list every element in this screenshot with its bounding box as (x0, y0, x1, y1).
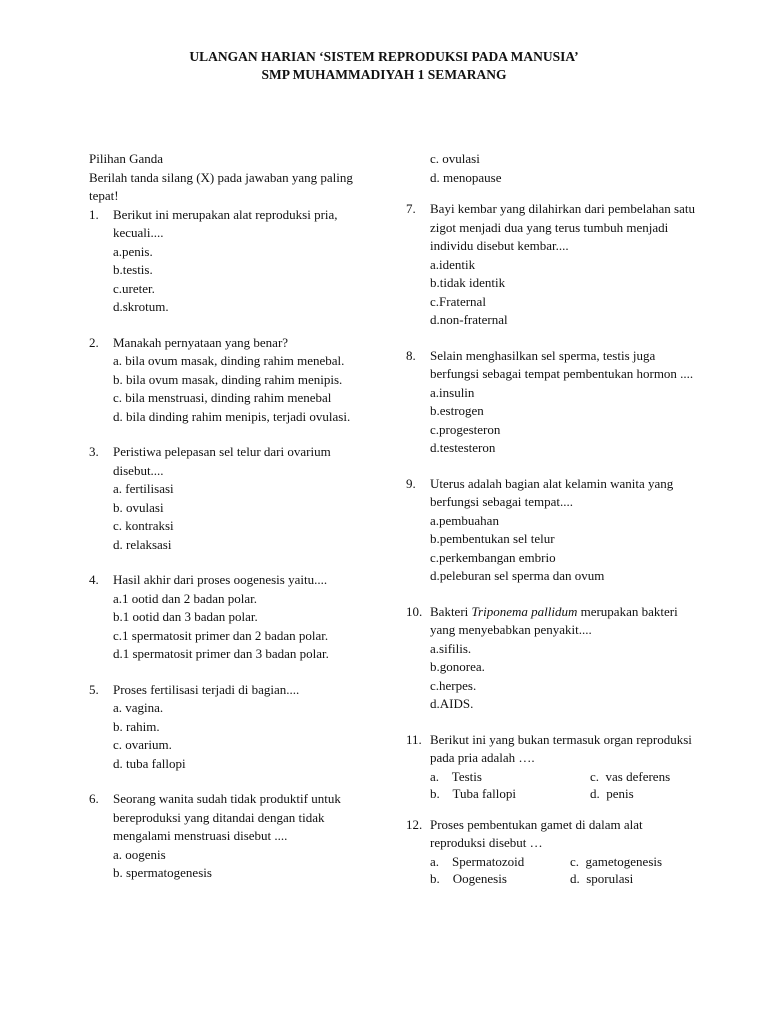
option-c[interactable]: c. kontraksi (113, 518, 174, 533)
option-a[interactable]: a. oogenis (113, 846, 166, 862)
option-d[interactable]: d.AIDS. (430, 696, 474, 711)
option-c[interactable]: c.1 spermatosit primer dan 2 badan polar. (113, 627, 329, 643)
question-options (430, 640, 696, 714)
question-text: Selain menghasilkan sel sperma, testis juga berfungsi sebagai tempat pembentukan hormon .... (430, 347, 694, 381)
option-d[interactable]: d. relaksasi (113, 536, 172, 552)
option-b[interactable]: b.pembentukan sel telur (430, 531, 555, 546)
option-d[interactable]: d.testesteron (430, 440, 496, 455)
question-3 (89, 443, 369, 554)
question-1 (89, 206, 369, 317)
question-2 (89, 334, 369, 427)
question-9 (406, 475, 696, 586)
option-a[interactable]: a.penis. (113, 243, 153, 259)
question-4 (89, 571, 369, 664)
question-number: 6. (89, 791, 99, 806)
question-options (430, 768, 696, 802)
question-number: 12. (406, 816, 423, 832)
option-a[interactable]: a. vagina. (113, 700, 164, 715)
option-b[interactable]: b. Tuba fallopi (430, 785, 516, 801)
option-a[interactable]: a. fertilisasi (113, 481, 174, 496)
question-options (430, 256, 696, 330)
option-c[interactable]: c. ovarium. (113, 737, 172, 752)
option-d[interactable]: d.1 spermatosit primer dan 3 badan polar. (113, 646, 329, 661)
question-number: 2. (89, 334, 99, 350)
section-intro (89, 150, 369, 206)
option-c[interactable]: c. ovulasi (430, 151, 480, 166)
section-instruction: Berilah tanda silang (X) pada jawaban yang paling tepat! (89, 169, 353, 203)
question-options (113, 352, 369, 426)
question-10 (406, 603, 696, 714)
option-b[interactable]: b.gonorea. (430, 659, 485, 674)
option-d[interactable]: d.non-fraternal (430, 312, 508, 327)
option-a[interactable]: a.sifilis. (430, 640, 472, 656)
question-text: Manakah pernyataan yang benar? (113, 334, 289, 350)
option-b[interactable]: b. rahim. (113, 718, 160, 734)
question-text (430, 603, 696, 640)
question-12 (406, 816, 696, 887)
question-text: Proses pembentukan gamet di dalam alat reproduksi disebut … (430, 816, 643, 850)
question-options (113, 699, 369, 773)
option-c[interactable]: c.progesteron (430, 421, 501, 437)
question-options (430, 853, 696, 887)
question-number: 4. (89, 572, 99, 587)
question-8 (406, 347, 696, 458)
question-options (113, 243, 369, 317)
question-11 (406, 731, 696, 802)
option-c[interactable]: c. vas deferens (590, 768, 671, 784)
question-options (113, 590, 369, 664)
question-5 (89, 681, 369, 774)
option-c[interactable]: c.herpes. (430, 677, 477, 693)
option-c[interactable]: c.Fraternal (430, 293, 486, 309)
question-text: Bayi kembar yang dilahirkan dari pembelahan satu zigot menjadi dua yang terus tumbuh menjadi individu disebut kembar.... (430, 201, 695, 253)
option-a[interactable]: a. bila ovum masak, dinding rahim menebal. (113, 353, 345, 368)
option-b[interactable]: b.tidak identik (430, 275, 506, 290)
question-text: Proses fertilisasi terjadi di bagian.... (113, 681, 300, 697)
left-column (89, 150, 369, 900)
option-d[interactable]: d. menopause (430, 169, 502, 185)
question-options (430, 512, 696, 586)
title-line-2: SMP MUHAMMADIYAH 1 SEMARANG (261, 67, 507, 82)
option-b[interactable]: b. Oogenesis (430, 870, 507, 886)
question-text-end: merupakan bakteri yang menyebabkan penyakit.... (430, 603, 678, 637)
section-label: Pilihan Ganda (89, 151, 164, 166)
option-b[interactable]: b. spermatogenesis (113, 865, 212, 880)
question-number: 9. (406, 475, 416, 491)
question-number: 11. (406, 731, 422, 747)
option-c[interactable]: c. gametogenesis (570, 853, 663, 869)
bacteria-name: Triponema pallidum (471, 603, 578, 619)
question-number: 3. (89, 444, 99, 459)
question-text-start: Bakteri (430, 603, 472, 619)
question-number: 7. (406, 201, 416, 216)
option-c[interactable]: c.perkembangan embrio (430, 549, 556, 565)
question-number: 1. (89, 206, 99, 222)
right-column (406, 150, 696, 901)
option-a[interactable]: a.pembuahan (430, 512, 499, 528)
question-text: Uterus adalah bagian alat kelamin wanita yang berfungsi sebagai tempat.... (430, 475, 674, 509)
question-number: 8. (406, 347, 416, 363)
question-options (113, 480, 369, 554)
option-b[interactable]: b. ovulasi (113, 499, 164, 515)
option-c[interactable]: c.ureter. (113, 280, 155, 296)
question-7 (406, 200, 696, 330)
option-a[interactable]: a.1 ootid dan 2 badan polar. (113, 590, 258, 606)
question-text: Hasil akhir dari proses oogenesis yaitu.... (113, 572, 328, 587)
question-text: Berikut ini merupakan alat reproduksi pria, kecuali.... (113, 206, 338, 240)
question-text: Seorang wanita sudah tidak produktif untuk bereproduksi yang ditandai dengan tidak mengalami menstruasi disebut .... (113, 791, 341, 843)
option-a[interactable]: a. Spermatozoid (430, 853, 525, 869)
option-b[interactable]: b. bila ovum masak, dinding rahim menipis. (113, 371, 343, 387)
question-text: Peristiwa pelepasan sel telur dari ovarium disebut.... (113, 444, 331, 478)
option-a[interactable]: a. Testis (430, 768, 482, 784)
worksheet-title (0, 48, 768, 84)
option-d[interactable]: d. penis (590, 785, 634, 801)
question-number: 10. (406, 603, 423, 619)
question-6-continued (406, 150, 696, 187)
option-b[interactable]: b.1 ootid dan 3 badan polar. (113, 609, 258, 624)
question-number: 5. (89, 681, 99, 697)
option-b[interactable]: b.testis. (113, 262, 153, 277)
option-c[interactable]: c. bila menstruasi, dinding rahim menebal (113, 390, 332, 405)
option-b[interactable]: b.estrogen (430, 403, 484, 418)
option-a[interactable]: a.insulin (430, 384, 475, 400)
option-d[interactable]: d. sporulasi (570, 870, 634, 886)
option-d[interactable]: d.peleburan sel sperma dan ovum (430, 568, 605, 583)
question-options (113, 846, 369, 883)
question-options (430, 384, 696, 458)
option-d[interactable]: d. bila dinding rahim menipis, terjadi ovulasi. (113, 408, 351, 424)
option-a[interactable]: a.identik (430, 256, 476, 272)
option-d[interactable]: d.skrotum. (113, 299, 169, 314)
option-d[interactable]: d. tuba fallopi (113, 755, 186, 771)
question-text: Berikut ini yang bukan termasuk organ reproduksi pada pria adalah …. (430, 731, 692, 765)
question-6 (89, 790, 369, 883)
title-line-1: ULANGAN HARIAN ‘SISTEM REPRODUKSI PADA MANUSIA’ (189, 49, 579, 64)
